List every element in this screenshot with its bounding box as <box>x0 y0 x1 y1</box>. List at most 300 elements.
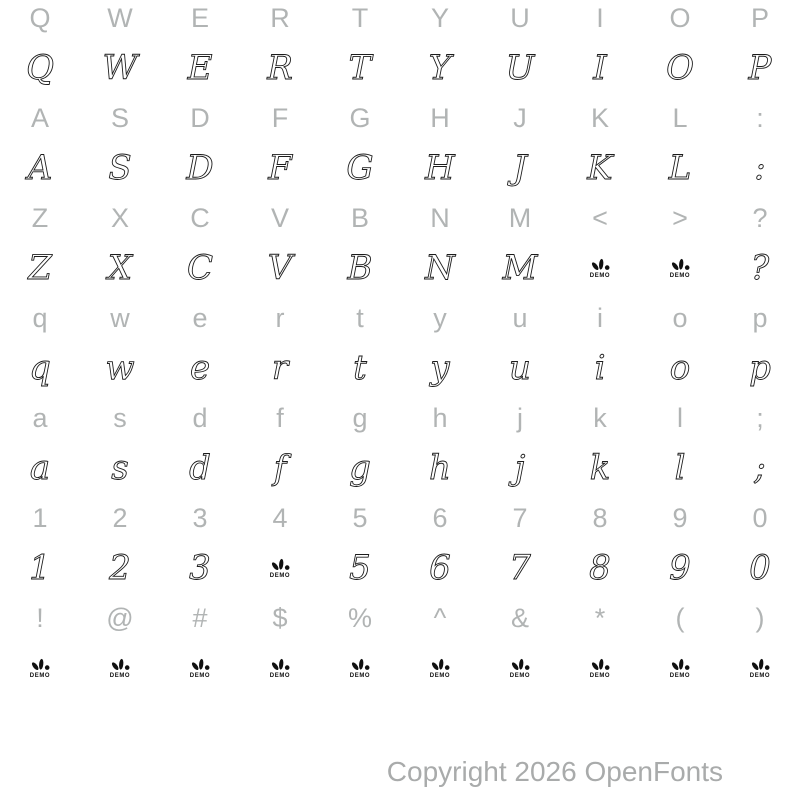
glyph-character: K <box>590 102 609 133</box>
glyph-row <box>0 443 800 493</box>
fleuron-icon <box>590 658 611 672</box>
glyph-cell <box>240 443 320 493</box>
demo-glyph-cell <box>560 643 640 693</box>
glyph-cell <box>160 443 240 493</box>
glyph-character: s <box>111 448 129 488</box>
demo-placeholder-glyph <box>670 258 691 279</box>
glyph-character: Q <box>29 2 51 33</box>
glyph-cell <box>400 243 480 293</box>
glyph-cell <box>560 393 640 443</box>
glyph-character: e <box>189 348 211 388</box>
fleuron-icon <box>270 658 291 672</box>
glyph-character: V <box>270 202 289 233</box>
glyph-cell <box>560 193 640 243</box>
glyph-character: g <box>349 448 371 488</box>
glyph-character: C <box>190 202 210 233</box>
fleuron-icon <box>350 658 371 672</box>
glyph-cell <box>320 493 400 543</box>
glyph-row <box>0 643 800 693</box>
glyph-character: F <box>268 148 292 188</box>
glyph-row <box>0 543 800 593</box>
glyph-character: Q <box>26 48 54 88</box>
glyph-character: ; <box>754 448 766 488</box>
glyph-cell <box>320 543 400 593</box>
glyph-character: k <box>593 402 607 433</box>
glyph-cell <box>240 143 320 193</box>
glyph-character: D <box>186 148 214 188</box>
glyph-character: Y <box>430 2 449 33</box>
glyph-character: 4 <box>272 502 288 533</box>
glyph-character: A <box>27 148 53 188</box>
glyph-character: : <box>756 102 764 133</box>
glyph-character: T <box>351 2 369 33</box>
glyph-row <box>0 243 800 293</box>
glyph-character: 9 <box>672 502 688 533</box>
glyph-cell <box>80 243 160 293</box>
glyph-character: B <box>347 248 373 288</box>
glyph-cell <box>0 43 80 93</box>
glyph-cell <box>560 543 640 593</box>
glyph-character: * <box>594 602 606 633</box>
glyph-character: C <box>186 248 213 288</box>
glyph-cell <box>320 43 400 93</box>
glyph-character: s <box>113 402 127 433</box>
glyph-cell <box>640 343 720 393</box>
glyph-cell <box>400 343 480 393</box>
glyph-character: M <box>508 202 532 233</box>
glyph-cell <box>0 343 80 393</box>
glyph-row <box>0 43 800 93</box>
glyph-character: J <box>513 148 527 188</box>
glyph-character: J <box>513 102 527 133</box>
fleuron-icon <box>510 658 531 672</box>
glyph-cell <box>720 343 800 393</box>
demo-placeholder-glyph <box>270 658 291 679</box>
demo-label: DEMO <box>509 672 531 679</box>
demo-label: DEMO <box>269 672 291 679</box>
glyph-character: O <box>666 48 694 88</box>
glyph-cell <box>480 343 560 393</box>
glyph-cell <box>0 143 80 193</box>
glyph-character: O <box>669 2 691 33</box>
glyph-character: < <box>592 202 608 233</box>
glyph-character: y <box>433 302 447 333</box>
glyph-cell <box>0 543 80 593</box>
glyph-cell <box>560 0 640 43</box>
glyph-cell <box>80 93 160 143</box>
glyph-row <box>0 393 800 443</box>
glyph-cell <box>240 193 320 243</box>
glyph-cell <box>0 193 80 243</box>
demo-label: DEMO <box>669 672 691 679</box>
glyph-cell <box>240 43 320 93</box>
glyph-cell <box>400 93 480 143</box>
glyph-character: o <box>672 302 688 333</box>
glyph-character: w <box>110 302 130 333</box>
glyph-character: i <box>594 348 606 388</box>
glyph-character: j <box>514 448 526 488</box>
glyph-character: u <box>509 348 531 388</box>
glyph-character: 8 <box>589 548 611 588</box>
glyph-character: D <box>190 102 210 133</box>
glyph-character: L <box>668 148 692 188</box>
glyph-row <box>0 143 800 193</box>
glyph-character: F <box>271 102 289 133</box>
glyph-cell <box>480 593 560 643</box>
glyph-cell <box>560 443 640 493</box>
glyph-character: B <box>350 202 369 233</box>
glyph-cell <box>720 243 800 293</box>
demo-glyph-cell <box>320 643 400 693</box>
glyph-cell <box>320 393 400 443</box>
glyph-cell <box>720 43 800 93</box>
glyph-character: g <box>352 402 368 433</box>
demo-placeholder-glyph <box>110 658 131 679</box>
glyph-cell <box>80 143 160 193</box>
glyph-cell <box>80 293 160 343</box>
glyph-cell <box>240 0 320 43</box>
fleuron-icon <box>190 658 211 672</box>
glyph-cell <box>320 243 400 293</box>
glyph-cell <box>160 43 240 93</box>
demo-glyph-cell <box>560 243 640 293</box>
glyph-cell <box>80 543 160 593</box>
glyph-character: i <box>597 302 603 333</box>
glyph-character: V <box>267 248 293 288</box>
demo-glyph-cell <box>640 643 720 693</box>
demo-label: DEMO <box>189 672 211 679</box>
glyph-character: 9 <box>669 548 691 588</box>
glyph-cell <box>480 393 560 443</box>
glyph-cell <box>480 493 560 543</box>
demo-glyph-cell <box>80 643 160 693</box>
glyph-cell <box>0 243 80 293</box>
fleuron-icon <box>750 658 771 672</box>
fleuron-icon <box>270 558 291 572</box>
glyph-cell <box>640 0 720 43</box>
glyph-cell <box>80 493 160 543</box>
glyph-row <box>0 493 800 543</box>
copyright-text: Copyright 2026 OpenFonts <box>386 756 723 787</box>
glyph-cell <box>0 293 80 343</box>
glyph-cell <box>560 343 640 393</box>
glyph-cell <box>400 0 480 43</box>
glyph-character: t <box>356 302 364 333</box>
glyph-cell <box>720 393 800 443</box>
glyph-character: p <box>749 348 771 388</box>
glyph-character: r <box>275 302 285 333</box>
glyph-character: K <box>587 148 613 188</box>
glyph-character: @ <box>106 602 134 633</box>
glyph-character: ; <box>756 402 764 433</box>
demo-glyph-cell <box>400 643 480 693</box>
demo-label: DEMO <box>589 672 611 679</box>
glyph-cell <box>640 443 720 493</box>
glyph-character: a <box>29 448 51 488</box>
glyph-cell <box>320 343 400 393</box>
glyph-cell <box>480 43 560 93</box>
glyph-cell <box>640 43 720 93</box>
glyph-cell <box>400 293 480 343</box>
glyph-cell <box>240 493 320 543</box>
glyph-cell <box>160 593 240 643</box>
glyph-cell <box>720 143 800 193</box>
glyph-cell <box>240 243 320 293</box>
glyph-character: Y <box>428 48 452 88</box>
glyph-character: o <box>669 348 691 388</box>
demo-label: DEMO <box>349 672 371 679</box>
glyph-cell <box>400 193 480 243</box>
glyph-cell <box>160 93 240 143</box>
glyph-character: S <box>110 102 129 133</box>
glyph-character: 2 <box>109 548 131 588</box>
demo-placeholder-glyph <box>430 658 451 679</box>
demo-placeholder-glyph <box>190 658 211 679</box>
glyph-cell <box>480 0 560 43</box>
glyph-character: y <box>430 348 450 388</box>
glyph-cell <box>640 193 720 243</box>
demo-placeholder-glyph <box>590 658 611 679</box>
glyph-cell <box>80 0 160 43</box>
glyph-cell <box>160 0 240 43</box>
glyph-character: I <box>593 48 607 88</box>
demo-label: DEMO <box>749 672 771 679</box>
glyph-cell <box>80 593 160 643</box>
glyph-cell <box>240 393 320 443</box>
fleuron-icon <box>590 258 611 272</box>
glyph-cell <box>320 443 400 493</box>
glyph-character: h <box>429 448 451 488</box>
glyph-cell <box>240 93 320 143</box>
glyph-cell <box>640 543 720 593</box>
glyph-character: Z <box>28 248 52 288</box>
glyph-character: P <box>750 2 769 33</box>
glyph-cell <box>160 493 240 543</box>
glyph-character: 3 <box>192 502 208 533</box>
glyph-character: % <box>347 602 372 633</box>
glyph-cell <box>160 293 240 343</box>
glyph-character: 5 <box>352 502 368 533</box>
glyph-character: d <box>189 448 211 488</box>
glyph-cell <box>400 393 480 443</box>
glyph-cell <box>400 543 480 593</box>
glyph-cell <box>0 0 80 43</box>
glyph-character: q <box>32 302 48 333</box>
glyph-character: p <box>752 302 768 333</box>
glyph-character: f <box>276 402 284 433</box>
glyph-cell <box>400 43 480 93</box>
glyph-cell <box>240 293 320 343</box>
glyph-character: H <box>425 148 455 188</box>
glyph-character: 7 <box>509 548 531 588</box>
glyph-character: $ <box>272 602 288 633</box>
glyph-cell <box>560 593 640 643</box>
glyph-character: X <box>107 248 133 288</box>
glyph-character: a <box>32 402 48 433</box>
glyph-cell <box>80 393 160 443</box>
glyph-cell <box>720 0 800 43</box>
glyph-cell <box>0 393 80 443</box>
glyph-character: H <box>430 102 450 133</box>
glyph-character: 8 <box>592 502 608 533</box>
glyph-character: R <box>267 48 293 88</box>
glyph-character: & <box>510 602 529 633</box>
glyph-cell <box>80 443 160 493</box>
glyph-cell <box>720 93 800 143</box>
glyph-cell <box>320 93 400 143</box>
glyph-row <box>0 193 800 243</box>
glyph-character: k <box>589 448 611 488</box>
glyph-cell <box>320 293 400 343</box>
glyph-row <box>0 293 800 343</box>
glyph-cell <box>320 143 400 193</box>
glyph-cell <box>240 593 320 643</box>
demo-placeholder-glyph <box>30 658 51 679</box>
glyph-character: t <box>353 348 367 388</box>
glyph-character: e <box>192 302 208 333</box>
fleuron-icon <box>670 258 691 272</box>
glyph-cell <box>640 393 720 443</box>
demo-placeholder-glyph <box>270 558 291 579</box>
glyph-character: ! <box>36 602 44 633</box>
glyph-row <box>0 0 800 43</box>
glyph-cell <box>80 343 160 393</box>
fleuron-icon <box>670 658 691 672</box>
fleuron-icon <box>110 658 131 672</box>
glyph-cell <box>720 443 800 493</box>
glyph-character: L <box>672 102 688 133</box>
glyph-cell <box>640 493 720 543</box>
demo-label: DEMO <box>429 672 451 679</box>
glyph-character: w <box>105 348 135 388</box>
demo-glyph-cell <box>720 643 800 693</box>
glyph-cell <box>720 293 800 343</box>
glyph-character: > <box>672 202 688 233</box>
glyph-cell <box>320 593 400 643</box>
glyph-cell <box>240 343 320 393</box>
glyph-cell <box>560 93 640 143</box>
glyph-character: # <box>192 602 208 633</box>
glyph-row <box>0 593 800 643</box>
fleuron-icon <box>430 658 451 672</box>
demo-label: DEMO <box>29 672 51 679</box>
glyph-character: f <box>273 448 287 488</box>
glyph-character: U <box>510 2 530 33</box>
demo-glyph-cell <box>240 643 320 693</box>
glyph-cell <box>640 93 720 143</box>
glyph-character: E <box>187 48 213 88</box>
glyph-character: u <box>512 302 528 333</box>
demo-glyph-cell <box>640 243 720 293</box>
glyph-cell <box>160 143 240 193</box>
glyph-character: 3 <box>189 548 211 588</box>
glyph-cell <box>560 143 640 193</box>
glyph-cell <box>0 93 80 143</box>
glyph-character: l <box>674 448 686 488</box>
glyph-character: S <box>108 148 132 188</box>
demo-label: DEMO <box>589 272 611 279</box>
demo-placeholder-glyph <box>350 658 371 679</box>
glyph-cell <box>480 193 560 243</box>
glyph-cell <box>0 593 80 643</box>
demo-label: DEMO <box>669 272 691 279</box>
glyph-cell <box>480 93 560 143</box>
glyph-character: ? <box>750 248 770 288</box>
glyph-character: E <box>190 2 209 33</box>
glyph-character: ( <box>675 602 685 633</box>
glyph-cell <box>400 493 480 543</box>
demo-label: DEMO <box>269 572 291 579</box>
glyph-cell <box>160 343 240 393</box>
glyph-character: W <box>107 2 133 33</box>
glyph-character: ) <box>755 602 765 633</box>
glyph-character: : <box>754 148 766 188</box>
glyph-cell <box>480 443 560 493</box>
glyph-cell <box>160 243 240 293</box>
glyph-cell <box>560 43 640 93</box>
demo-glyph-cell <box>480 643 560 693</box>
glyph-cell <box>160 393 240 443</box>
glyph-character: 5 <box>349 548 371 588</box>
glyph-cell <box>480 143 560 193</box>
glyph-character: 2 <box>112 502 128 533</box>
glyph-cell <box>0 443 80 493</box>
glyph-cell <box>480 543 560 593</box>
glyph-character: q <box>29 348 51 388</box>
demo-placeholder-glyph <box>510 658 531 679</box>
glyph-cell <box>400 443 480 493</box>
glyph-cell <box>560 293 640 343</box>
glyph-cell <box>720 193 800 243</box>
glyph-character: d <box>192 402 208 433</box>
glyph-character: ^ <box>433 602 447 633</box>
glyph-character: Z <box>31 202 49 233</box>
glyph-character: h <box>432 402 448 433</box>
glyph-cell <box>720 493 800 543</box>
glyph-character: r <box>271 348 289 388</box>
demo-placeholder-glyph <box>590 258 611 279</box>
glyph-character: j <box>517 402 523 433</box>
glyph-cell <box>80 193 160 243</box>
demo-glyph-cell <box>240 543 320 593</box>
glyph-character: P <box>748 48 772 88</box>
glyph-character: 0 <box>752 502 768 533</box>
glyph-character: 6 <box>429 548 451 588</box>
glyph-character: M <box>502 248 538 288</box>
glyph-row <box>0 93 800 143</box>
glyph-cell <box>640 293 720 343</box>
glyph-character: G <box>346 148 374 188</box>
glyph-cell <box>0 493 80 543</box>
glyph-cell <box>400 593 480 643</box>
glyph-character: U <box>505 48 535 88</box>
glyph-character: X <box>110 202 129 233</box>
demo-placeholder-glyph <box>670 658 691 679</box>
glyph-character: G <box>349 102 371 133</box>
glyph-character: l <box>677 402 683 433</box>
glyph-character: W <box>102 48 138 88</box>
glyph-cell <box>480 243 560 293</box>
glyph-cell <box>720 543 800 593</box>
glyph-character: T <box>348 48 372 88</box>
glyph-character: ? <box>752 202 768 233</box>
glyph-character: 0 <box>749 548 771 588</box>
fleuron-icon <box>30 658 51 672</box>
glyph-cell <box>160 193 240 243</box>
glyph-character: 6 <box>432 502 448 533</box>
glyph-cell <box>80 43 160 93</box>
glyph-character: 1 <box>32 502 48 533</box>
